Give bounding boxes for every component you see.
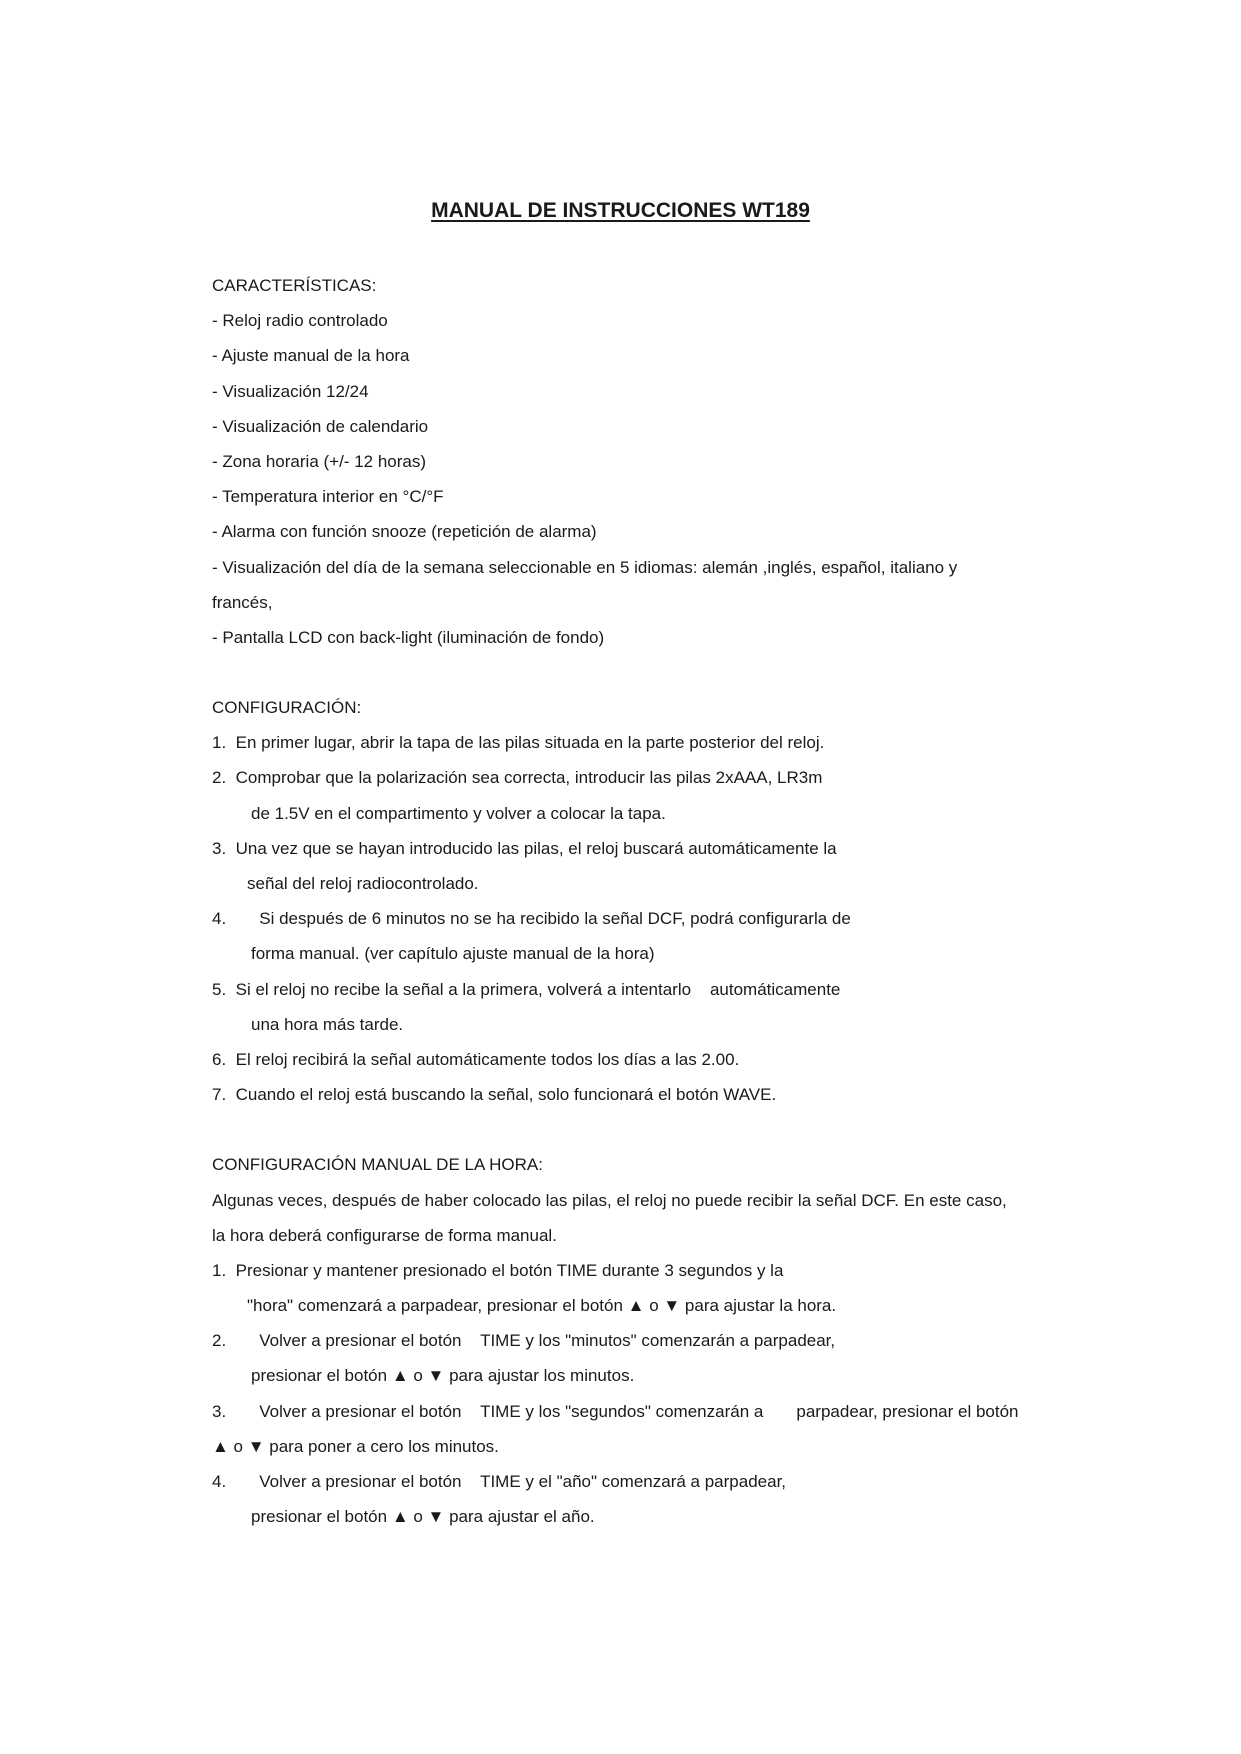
feature-item: francés, <box>212 592 273 612</box>
features-heading: CARACTERÍSTICAS: <box>212 276 377 295</box>
section-spacer <box>212 1112 1072 1147</box>
manual-time-step: 4. Volver a presionar el botón TIME y el "año" comenzará a parpadear, <box>212 1472 787 1491</box>
setup-heading: CONFIGURACIÓN: <box>212 698 362 718</box>
page-title: MANUAL DE INSTRUCCIONES WT189 <box>431 199 810 222</box>
feature-item: - Visualización del día de la semana seleccionable en 5 idiomas: alemán ,inglés, español, italiano y <box>212 557 958 577</box>
manual-time-step-continuation: ▲ o ▼ para poner a cero los minutos. <box>212 1436 499 1456</box>
feature-item: - Zona horaria (+/- 12 horas) <box>212 451 427 471</box>
setup-step: 2. Comprobar que la polarización sea correcta, introducir las pilas 2xAAA, LR3m <box>212 768 823 788</box>
feature-item: - Reloj radio controlado <box>212 311 388 331</box>
setup-step-continuation: forma manual. (ver capítulo ajuste manual de la hora) <box>251 944 655 964</box>
setup-step: 5. Si el reloj no recibe la señal a la primera, volverá a intentarlo automáticamente <box>212 979 841 999</box>
features-section <box>212 268 1072 655</box>
document-body <box>212 268 1072 1534</box>
manual-time-step: 3. Volver a presionar el botón TIME y los "segundos" comenzarán a parpadear, presionar el botón <box>212 1401 1019 1421</box>
manual-time-section <box>212 1147 1072 1534</box>
manual-time-step: 1. Presionar y mantener presionado el botón TIME durante 3 segundos y la <box>212 1260 784 1280</box>
feature-item: - Ajuste manual de la hora <box>212 346 410 366</box>
setup-step-continuation: señal del reloj radiocontrolado. <box>247 874 479 893</box>
feature-item: - Pantalla LCD con back-light (iluminación de fondo) <box>212 627 605 647</box>
manual-time-step-continuation: "hora" comenzará a parpadear, presionar el botón ▲ o ▼ para ajustar la hora. <box>247 1296 837 1316</box>
manual-time-intro: Algunas veces, después de haber colocado las pilas, el reloj no puede recibir la señal DCF. En este caso, <box>212 1190 1007 1210</box>
feature-item: - Visualización 12/24 <box>212 381 369 401</box>
setup-step: 4. Si después de 6 minutos no se ha recibido la señal DCF, podrá configurarla de <box>212 909 851 929</box>
feature-item: - Alarma con función snooze (repetición de alarma) <box>212 522 597 542</box>
feature-item: - Temperatura interior en °C/°F <box>212 487 444 507</box>
feature-item: - Visualización de calendario <box>212 416 429 436</box>
setup-step-continuation: de 1.5V en el compartimento y volver a colocar la tapa. <box>251 803 666 823</box>
manual-time-heading: CONFIGURACIÓN MANUAL DE LA HORA: <box>212 1155 543 1175</box>
setup-step: 1. En primer lugar, abrir la tapa de las pilas situada en la parte posterior del reloj. <box>212 733 825 753</box>
setup-step: 3. Una vez que se hayan introducido las pilas, el reloj buscará automáticamente la <box>212 838 837 858</box>
setup-step: 7. Cuando el reloj está buscando la señal, solo funcionará el botón WAVE. <box>212 1085 777 1105</box>
setup-step-continuation: una hora más tarde. <box>251 1014 404 1034</box>
manual-time-step-continuation: presionar el botón ▲ o ▼ para ajustar el año. <box>251 1507 595 1527</box>
setup-step: 6. El reloj recibirá la señal automáticamente todos los días a las 2.00. <box>212 1049 740 1069</box>
section-spacer <box>212 655 1072 690</box>
setup-section <box>212 690 1072 1112</box>
manual-time-step: 2. Volver a presionar el botón TIME y los "minutos" comenzarán a parpadear, <box>212 1331 836 1351</box>
manual-time-step-continuation: presionar el botón ▲ o ▼ para ajustar los minutos. <box>251 1366 635 1386</box>
manual-time-intro: la hora deberá configurarse de forma manual. <box>212 1225 557 1245</box>
